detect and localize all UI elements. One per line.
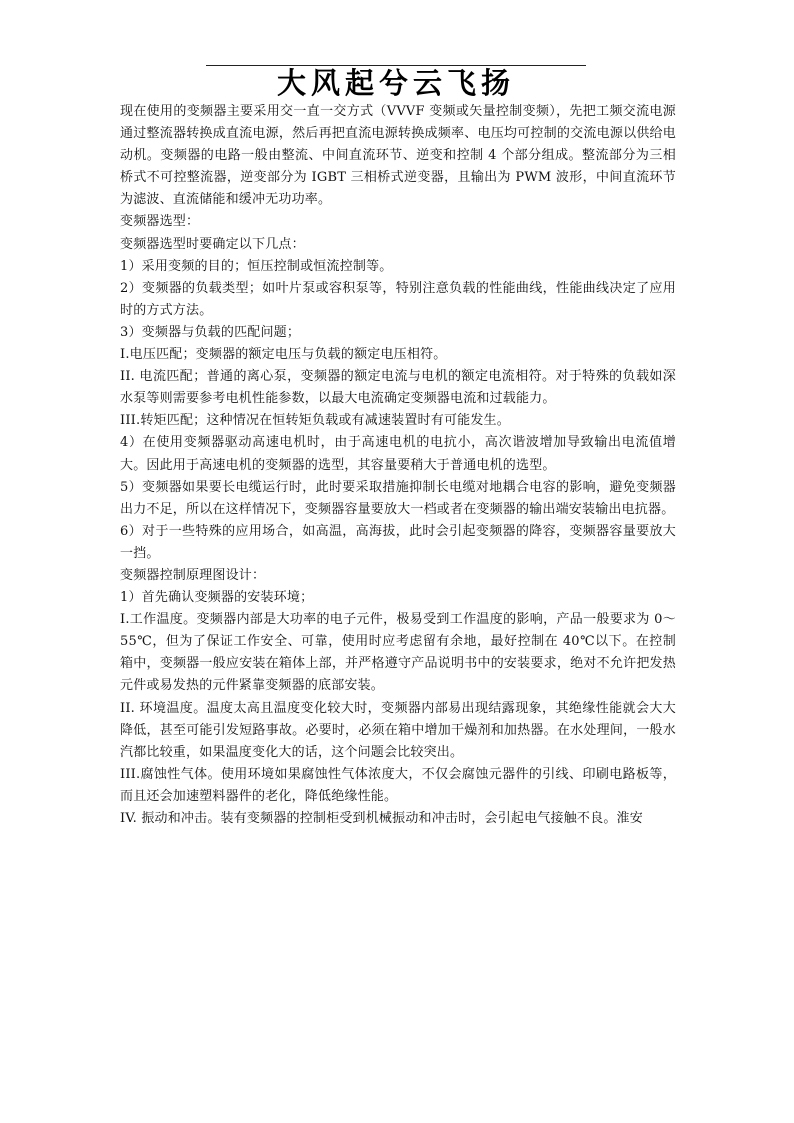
document-body bbox=[120, 101, 676, 830]
selection-item-6: 6）对于一些特殊的应用场合，如高温，高海拔，此时会引起变频器的降容，变频器容量要放大一挡。 bbox=[120, 523, 676, 561]
selection-item-4: 4）在使用变频器驱动高速电机时，由于高速电机的电抗小，高次谐波增加导致输出电流值增大。因此用于高速电机的变频器的选型，其容量要稍大于普通电机的选型。 bbox=[120, 435, 676, 473]
selection-item-5: 5）变频器如果要长电缆运行时，此时要采取措施抑制长电缆对地耦合电容的影响，避免变频器出力不足，所以在这样情况下，变频器容量要放大一档或者在变频器的输出端安装输出电抗器。 bbox=[120, 479, 676, 517]
voltage-matching-paragraph: I.电压匹配；变频器的额定电压与负载的额定电压相符。 bbox=[120, 347, 447, 363]
selection-item-2: 2）变频器的负载类型；如叶片泵或容积泵等，特别注意负载的性能曲线，性能曲线决定了应用时的方式方法。 bbox=[120, 280, 676, 318]
selection-lead-paragraph: 变频器选型时要确定以下几点： bbox=[120, 236, 305, 252]
section-heading-selection: 变频器选型： bbox=[120, 214, 200, 230]
vibration-shock-paragraph: IV. 振动和冲击。装有变频器的控制柜受到机械振动和冲击时，会引起电气接触不良。淮安 bbox=[120, 811, 643, 826]
page-header bbox=[206, 60, 586, 100]
intro-paragraph: 现在使用的变频器主要采用交一直一交方式（VVVF 变频或矢量控制变频），先把工频交流电源通过整流器转换成直流电源，然后再把直流电源转换成频率、电压均可控制的交流电源以供给电动机。变频器的电路一般由整流、中间直流环节、逆变和控制 4 个部分组成。整流部分为三相桥式不可控整流器，逆变部分为 IGBT 三相桥式逆变器，且输出为 PWM 波形，中间直流环节为滤波、直流储能和缓冲无功功率。 bbox=[120, 104, 676, 208]
design-item-1: 1）首先确认变频器的安装环境； bbox=[120, 590, 314, 606]
corrosive-gas-paragraph: III.腐蚀性气体。使用环境如果腐蚀性气体浓度大，不仅会腐蚀元器件的引线、印刷电路板等，而且还会加速塑料器件的老化，降低绝缘性能。 bbox=[120, 766, 676, 804]
ambient-temperature-paragraph: II. 环境温度。温度太高且温度变化较大时，变频器内部易出现结露现象，其绝缘性能就会大大降低，甚至可能引发短路事故。必要时，必须在箱中增加干燥剂和加热器。在水处理间，一般水汽都比较重，如果温度变化大的话，这个问题会比较突出。 bbox=[120, 700, 676, 760]
selection-item-1: 1）采用变频的目的；恒压控制或恒流控制等。 bbox=[120, 258, 393, 274]
current-matching-paragraph: II. 电流匹配；普通的离心泵，变频器的额定电流与电机的额定电流相符。对于特殊的负载如深水泵等则需要参考电机性能参数，以最大电流确定变频器电流和过载能力。 bbox=[120, 369, 676, 407]
selection-item-3: 3）变频器与负载的匹配问题； bbox=[120, 324, 301, 340]
torque-matching-paragraph: III.转矩匹配；这种情况在恒转矩负载或有减速装置时有可能发生。 bbox=[120, 413, 510, 429]
header-title: 大风起兮云飞扬 bbox=[276, 66, 515, 100]
working-temperature-paragraph: I.工作温度。变频器内部是大功率的电子元件，极易受到工作温度的影响，产品一般要求为 0～55℃，但为了保证工作安全、可靠，使用时应考虑留有余地，最好控制在 40℃以下。在控制箱中，变频器一般应安装在箱体上部，并严格遵守产品说明书中的安装要求，绝对不允许把发热元件或易发热的元件紧靠变频器的底部安装。 bbox=[120, 612, 676, 694]
section-heading-control-design: 变频器控制原理图设计： bbox=[120, 567, 266, 583]
